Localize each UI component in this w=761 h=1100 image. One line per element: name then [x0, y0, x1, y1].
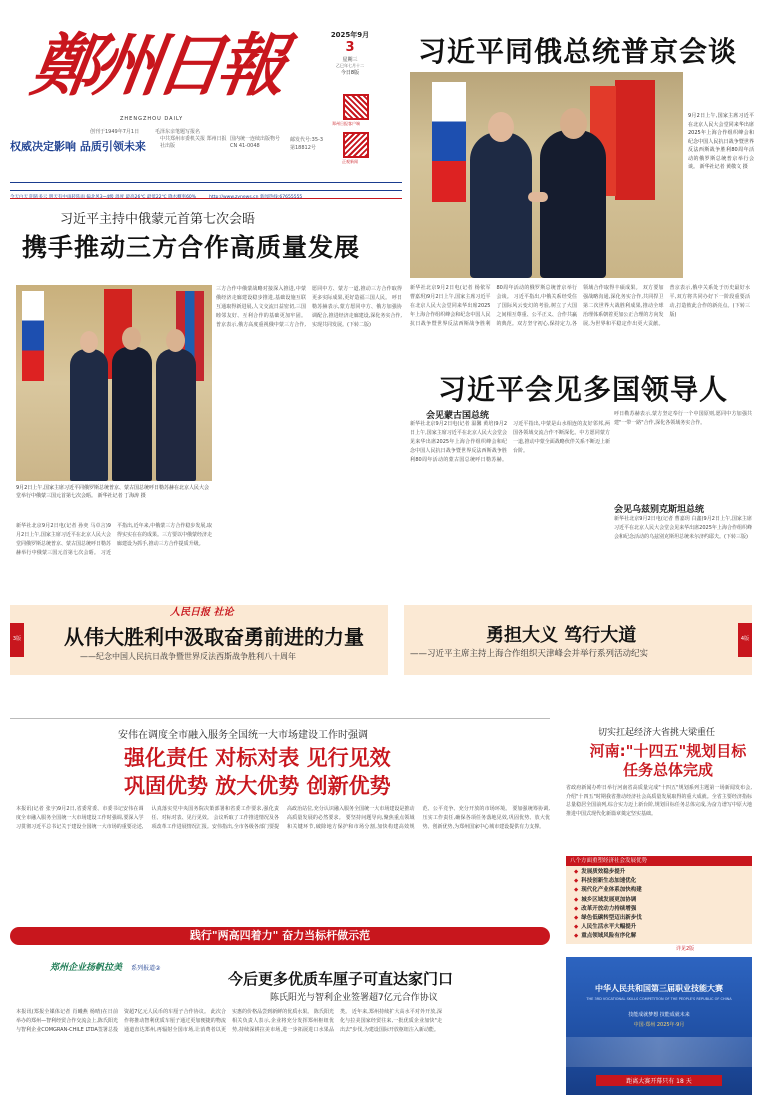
- masthead: [10, 8, 402, 173]
- enterprise-byline: 本报讯(郑报全媒体记者 肖曦燕 杨晴)在日前举办的郑州—智利经贸合作交流会上,陈氏阳光与智利企业COMGRAN-CHILE LTDA签署总投资超7亿元人民币的车厘子合作协议。: [16, 1009, 210, 1033]
- editorial-source: 人民日报 社论: [170, 607, 234, 618]
- handshake: [528, 192, 548, 202]
- sco-p1: 习近平指出,近年来,中俄蒙三方合作稳步发展,取得实实在在的成果。三方要以中俄蒙经济走廊建设为抓手,推动三方合作提质升级。: [100, 523, 213, 556]
- weather-bar: [10, 182, 402, 191]
- top-story-caption: 9月2日上午,国家主席习近平在北京人民大会堂同来华出席2025年上海合作组织峰会和纪念中国人民抗日战争暨世界反法西斯战争胜利80周年活动的俄罗斯总统普京举行会谈。 新华社记者 黄敬文 摄: [688, 113, 754, 170]
- figure-2-head: [122, 327, 141, 350]
- city-kicker: 安伟在调度全市融入服务全国统一大市场建设工作时强调: [118, 730, 368, 741]
- postal-code: 邮发代号:35-3: [290, 137, 324, 143]
- province-list-item-text: 现代化产业体系加快构建: [581, 887, 642, 894]
- enterprise-p3: 近年来,郑州持续扩大高水平对外开放,深化与拉美国家经贸往来,一批优质企业加快"走出去"步伐,为建设国际开放枢纽注入新动能。: [340, 1009, 442, 1033]
- skills-competition-ad[interactable]: [566, 957, 752, 1095]
- feature-sub: ——习近平主席主持上海合作组织天津峰会并举行系列活动纪实: [410, 649, 649, 659]
- meetings-sub1: 会见蒙古国总统: [426, 411, 490, 421]
- sco-body-left: [16, 522, 212, 590]
- enterprise-body: [16, 1008, 550, 1093]
- meetings-sub2: 会见乌兹别克斯坦总统: [614, 505, 705, 515]
- qr-label: 郑州日报客户端: [332, 121, 360, 126]
- diamond-bullet-icon: ◆: [574, 933, 579, 940]
- top-story-byline: [410, 284, 750, 336]
- province-list-item-text: 科技创新生态加速优化: [581, 878, 637, 885]
- sco-byline: 新华社北京9月2日电(记者 孙奕 马卓言)9月2日上午,国家主席习近平在北京人民大会堂同俄罗斯总统普京、蒙古国总统呼日勒苏赫举行中俄蒙三国元首第七次会晤。: [16, 523, 112, 556]
- flag-china: [615, 80, 655, 200]
- page-tab-4: [738, 623, 752, 657]
- province-kicker: 切实扛起经济大省挑大梁重任: [598, 728, 716, 738]
- meetings-body-3: [614, 515, 752, 590]
- province-list-item: [574, 905, 744, 914]
- meetings-body-1: [410, 420, 610, 590]
- page-tab-4-label: 4版: [740, 636, 750, 642]
- figure-2: [112, 347, 152, 481]
- meetings-text3: 呼日勒苏赫表示,蒙方坚定奉行一个中国原则,愿同中方加强共建"一带一路"合作,深化各领域务实合作。: [614, 411, 752, 426]
- meetings-text1: 新华社北京9月2日电(记者 温馨 黄培)9月2日上午,国家主席习近平在北京人民大会堂会见来华出席2025年上海合作组织峰会和纪念中国人民抗日战争暨世界反法西斯战争胜利80周年活动的蒙古国总统呼日勒苏赫。: [410, 421, 507, 463]
- figure-putin: [470, 132, 532, 278]
- slogan: 权威决定影响 品质引领未来: [10, 140, 146, 153]
- ad-countdown: 距离大赛开幕只有 18 天: [596, 1075, 722, 1086]
- inscription: 毛泽东亲笔题写报名: [155, 129, 201, 135]
- date-day: 3: [345, 40, 355, 55]
- enterprise-p2: 陈氏阳光相关负责人表示,企业将充分发挥郑州枢纽优势,持续深耕拉美市场,进一步拓展进口水果品类。: [232, 1009, 351, 1033]
- province-list-item-text: 人民生活水平大幅提升: [581, 924, 637, 931]
- sco-headline: 携手推动三方合作高质量发展: [22, 233, 361, 262]
- diamond-bullet-icon: ◆: [574, 887, 579, 894]
- city-headline-2: 巩固优势 放大优势 创新优势: [124, 774, 391, 798]
- date-block: [325, 30, 375, 76]
- sco-photo: [16, 285, 212, 481]
- province-list-item: [574, 868, 744, 877]
- figure-3-head: [166, 329, 185, 352]
- province-list-item: [574, 914, 744, 923]
- diamond-bullet-icon: ◆: [574, 896, 579, 903]
- publisher: 中共郑州市委机关报 郑州日报社出版: [160, 136, 227, 149]
- logo-english: ZHENGZHOU DAILY: [120, 116, 184, 122]
- series-number: 系列报道②: [131, 965, 161, 972]
- diamond-bullet-icon: ◆: [574, 915, 579, 922]
- enterprise-banner-text: 践行"两高四着力" 奋力当标杆做示范: [189, 929, 371, 942]
- ad-subtitle: THE 3RD VOCATIONAL SKILLS COMPETITION OF THE PEOPLE'S REPUBLIC OF CHINA: [586, 997, 732, 1001]
- province-list-item: [574, 932, 744, 941]
- page-count: 今日8版: [340, 70, 360, 76]
- meetings-text2: 习近平指出,中蒙是山水相连的友好邻邦,两国各领域交流合作不断深化。中方愿同蒙方一道,推动中蒙全面战略伙伴关系不断迈上新台阶。: [513, 421, 610, 454]
- editorial-headline: 从伟大胜利中汲取奋勇前进的力量: [64, 625, 364, 649]
- sco-photo-caption: 9月2日上午,国家主席习近平同俄罗斯总统普京、蒙古国总统呼日勒苏赫在北京人民大会堂举行中俄蒙三国元首第七次会晤。 新华社记者 丁海涛 摄: [16, 485, 209, 499]
- sco-p3: 普京表示,俄方高度重视俄中蒙三方合作,愿同中方、蒙方一道,推动三方合作取得更多实际成果,更好造福三国人民。: [216, 286, 402, 328]
- meetings-headline: 习近平会见多国领导人: [438, 373, 729, 406]
- diamond-bullet-icon: ◆: [574, 905, 579, 912]
- city-headline-1: 强化责任 对标对表 见行见效: [124, 746, 391, 770]
- province-intro: 省政府新闻办昨日举行河南省高质量完成"十四五"规划系列主题第一场新闻发布会,介绍"十四五"时期我省推动经济社会高质量发展取得的重大成就。全省主要经济指标总量稳居全国前列,综合实力迈上新台阶,规划目标任务总体完成,为奋力谱写中原大地推进中国式现代化新篇章奠定坚实基础。: [566, 785, 752, 817]
- meetings-body-2: [614, 410, 752, 498]
- city-p2: 要坚持问题导向,聚焦重点领域和关键环节,破除地方保护和市场分割,加快构建高效规范、公平竞争、充分开放的市场环境。: [287, 806, 511, 830]
- diamond-bullet-icon: ◆: [574, 924, 579, 931]
- date-year-month: 2025年9月: [330, 31, 370, 39]
- ad-slogan: 技能成就梦想 技能成就未来: [628, 1012, 690, 1018]
- top-story-photo: [410, 72, 683, 278]
- province-list-item: [574, 877, 744, 886]
- top-story-p2: 双方要加强战略沟通,深化务实合作,共同捍卫第二次世界大战胜利成果,推动全球治理体系朝着更加公正合理的方向发展,为世界和平稳定作出更大贡献。: [583, 285, 664, 327]
- province-box-list: [566, 866, 752, 944]
- province-list-item: [574, 886, 744, 895]
- province-list-item-text: 绿色低碳转型迈出新步伐: [581, 915, 642, 922]
- province-list-item-text: 改革开放动力持续增强: [581, 905, 637, 912]
- page-tab-3-label: 3版: [12, 636, 22, 642]
- series-label-text: 郑州企业扬帆拉美: [50, 963, 123, 973]
- enterprise-p1: 此次合作将推动智利优质车厘子通过更加便捷的物流通道直达郑州,再辐射全国市场,让消费者以更实惠的价格品尝到新鲜的优质水果。: [124, 1009, 313, 1033]
- meetings-text4: 新华社北京9月2日电(记者 曹嘉玥 白鑫)9月2日上午,国家主席习近平在北京人民大会堂会见来华出席2025年上海合作组织峰会和纪念活动的乌兹别克斯坦总统米尔济约耶夫。(下转三版): [614, 516, 752, 540]
- ad-dates: 中国·郑州 2025年·9月: [633, 1022, 685, 1028]
- figure-3: [156, 349, 196, 481]
- lunar-date: 乙巳年七月十二: [336, 63, 364, 68]
- top-story-p3: 普京表示,俄中关系处于历史最好水平,双方将共同办好下一阶段重要活动,打造彼此合作的新亮点。(下转三版): [669, 285, 750, 318]
- enterprise-sub: 陈氏阳光与智利企业签署超7亿元合作协议: [270, 993, 438, 1003]
- series-label: [50, 955, 161, 974]
- founded-date: 创刊于1949年7月1日: [90, 129, 140, 135]
- province-more[interactable]: 详见2版: [676, 946, 695, 952]
- byline-text: 新华社北京9月2日电(记者 杨依军 曹嘉玥)9月2日上午,国家主席习近平在北京人民大会堂同来华出席2025年上海合作组织峰会和纪念中国人民抗日战争暨世界反法西斯战争胜利80周年活动的俄罗斯总统普京举行会谈。: [410, 285, 577, 327]
- city-body: [16, 805, 550, 903]
- page-tab-3: [10, 623, 24, 657]
- diamond-bullet-icon: ◆: [574, 869, 579, 875]
- sco-p2: 三方合作中俄蒙战略对接深入推进,中蒙俄经济走廊建设稳步推进,基础设施互联互通取得新进展,人文交流日益密切,三国睦邻友好、互利合作的基础更加牢固。: [216, 286, 306, 319]
- qr-code-app[interactable]: [343, 94, 369, 120]
- province-list-item: [574, 923, 744, 932]
- figure-1-head: [80, 331, 98, 353]
- province-list-item-text: 重点领域风险有序化解: [581, 933, 637, 940]
- enterprise-banner: [10, 927, 550, 945]
- qr-label-2: 正观新闻: [342, 159, 358, 164]
- province-box-title: 八个方面重塑经济社会发展优势: [566, 856, 752, 866]
- weekday: 星期三: [342, 57, 358, 63]
- city-p1: 会议听取了工作推进情况及各项改革工作进展情况汇报。安伟指出,全市各级各部门要提高政治站位,充分认识融入服务全国统一大市场建设是推动高质量发展的必然要求。: [151, 806, 415, 830]
- province-list-item-text: 城乡区域发展更加协调: [581, 896, 637, 903]
- figure-xi: [540, 130, 606, 278]
- commentary-left[interactable]: [10, 605, 388, 675]
- sco-p4: 呼日勒苏赫表示,蒙方愿同中方、俄方加强协调配合,推进经济走廊建设,深化务实合作,实现共同发展。(下转二版): [312, 295, 403, 328]
- figure-xi-head: [560, 108, 587, 139]
- figure-putin-head: [488, 112, 514, 142]
- top-story-headline: 习近平同俄总统普京会谈: [418, 35, 738, 68]
- province-list-item: [574, 896, 744, 905]
- diamond-bullet-icon: ◆: [574, 878, 579, 885]
- flag-russia-sco: [22, 291, 44, 381]
- province-headline: 河南:"十四五"规划目标任务总体完成: [589, 742, 747, 779]
- province-box: [566, 856, 752, 944]
- city-p3: 要加强统筹协调,压实工作责任,确保各项任务落地见效,巩固优势、放大优势、创新优势,为郑州国家中心城市建设提供有力支撑。: [422, 806, 550, 830]
- ad-title: 中华人民共和国第三届职业技能大赛: [595, 984, 723, 993]
- qr-code-news[interactable]: [343, 132, 369, 158]
- sco-kicker: 习近平主持中俄蒙元首第七次会晤: [60, 212, 256, 227]
- issue-number: 第18812号: [290, 145, 316, 151]
- editorial-sub: ——纪念中国人民抗日战争暨世界反法西斯战争胜利八十周年: [80, 652, 296, 661]
- enterprise-headline: 今后更多优质车厘子可直达家门口: [228, 970, 454, 988]
- sco-body-right: [216, 285, 402, 590]
- top-story-p1: 习近平指出,中俄关系经受住了国际风云变幻的考验,树立了大国之间相互尊重、公平正义、合作共赢的典范。双方坚守初心,保持定力,各领域合作取得丰硕成果。: [496, 285, 641, 327]
- commentary-right[interactable]: [404, 605, 752, 675]
- ad-decoration: [566, 1037, 752, 1067]
- flag-russia: [432, 82, 466, 202]
- newspaper-logo: 鄭州日報: [26, 26, 286, 106]
- city-byline: 本报讯(记者 张宇)9月2日,省委常委、市委书记安伟在调度全市融入服务全国统一大市场建设工作时强调,要深入学习贯彻习近平总书记关于建设全国统一大市场的重要论述,认真落实党中央国务院决策部署和省委工作要求,强化责任、对标对表、见行见效。: [16, 806, 279, 830]
- figure-1: [70, 349, 108, 481]
- feature-headline: 勇担大义 笃行大道: [486, 625, 637, 646]
- province-list-item-text: 发展质效稳步提升: [581, 869, 626, 875]
- cn-number: 国内统一连续出版物号 CN 41-0048: [230, 136, 281, 149]
